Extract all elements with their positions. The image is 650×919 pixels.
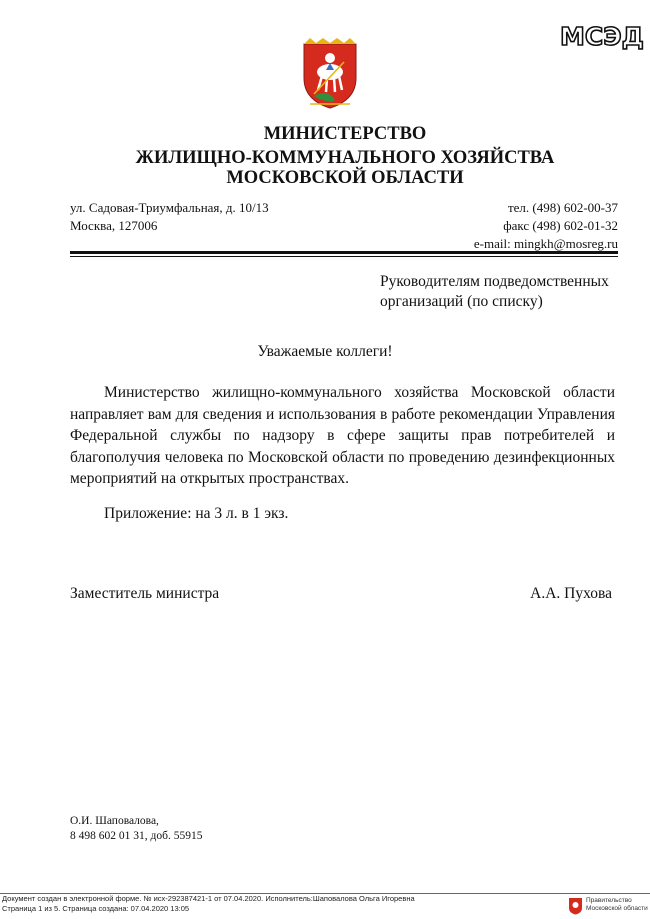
address-right xyxy=(474,199,618,253)
signatory-name: А.А. Пухова xyxy=(530,585,612,602)
recipient-line2: организаций (по списку) xyxy=(380,293,543,310)
header-divider-thin xyxy=(70,256,618,257)
footer-line1: Документ создан в электронной форме. № исх-292387421-1 от 07.04.2020. Исполнитель:Шаповалова Ольга Игоревна xyxy=(2,894,415,903)
street-address: ул. Садовая-Триумфальная, д. 10/13 xyxy=(70,200,269,215)
executor-name: О.И. Шаповалова, xyxy=(70,815,159,827)
government-emblem-icon xyxy=(568,897,583,915)
executor-block xyxy=(70,814,202,844)
header-divider-thick xyxy=(70,251,618,254)
signatory-position: Заместитель министра xyxy=(70,585,220,602)
email-address: e-mail: mingkh@mosreg.ru xyxy=(473,236,618,251)
city-postcode: Москва, 127006 xyxy=(70,218,158,233)
recipient-block xyxy=(380,272,620,312)
msed-stamp: МСЭД xyxy=(560,22,644,51)
gov-label-line2: Московской области xyxy=(586,905,648,912)
recipient-line1: Руководителям подведомственных xyxy=(380,273,609,290)
phone-number: тел. (498) 602-00-37 xyxy=(507,200,618,215)
executor-phone: 8 498 602 01 31, доб. 55915 xyxy=(70,830,203,842)
letter-body: Министерство жилищно-коммунального хозяйства Московской области направляет вам для сведения и использования в работе рекомендации Управления Федеральной службы по надзору в сфере защиты прав потребителей и благополучия человека по Московской области по проведению дезинфекционных мероприятий на открытых пространствах. xyxy=(70,384,615,487)
footer-line2: Страница 1 из 5. Страница создана: 07.04.2020 13:05 xyxy=(2,904,190,913)
ministry-title-line3: МОСКОВСКОЙ ОБЛАСТИ xyxy=(226,168,464,188)
government-label xyxy=(586,897,648,913)
salutation: Уважаемые коллеги! xyxy=(257,343,393,360)
gov-label-line1: Правительство xyxy=(586,897,632,904)
ministry-title-line1: МИНИСТЕРСТВО xyxy=(263,124,427,144)
document-footer xyxy=(2,894,415,914)
ministry-title-line2: ЖИЛИЩНО-КОММУНАЛЬНОГО ХОЗЯЙСТВА xyxy=(135,148,555,168)
coat-of-arms-icon xyxy=(300,38,360,110)
fax-number: факс (498) 602-01-32 xyxy=(503,218,618,233)
address-left xyxy=(70,199,269,235)
attachment-note: Приложение: на 3 л. в 1 экз. xyxy=(104,505,289,522)
